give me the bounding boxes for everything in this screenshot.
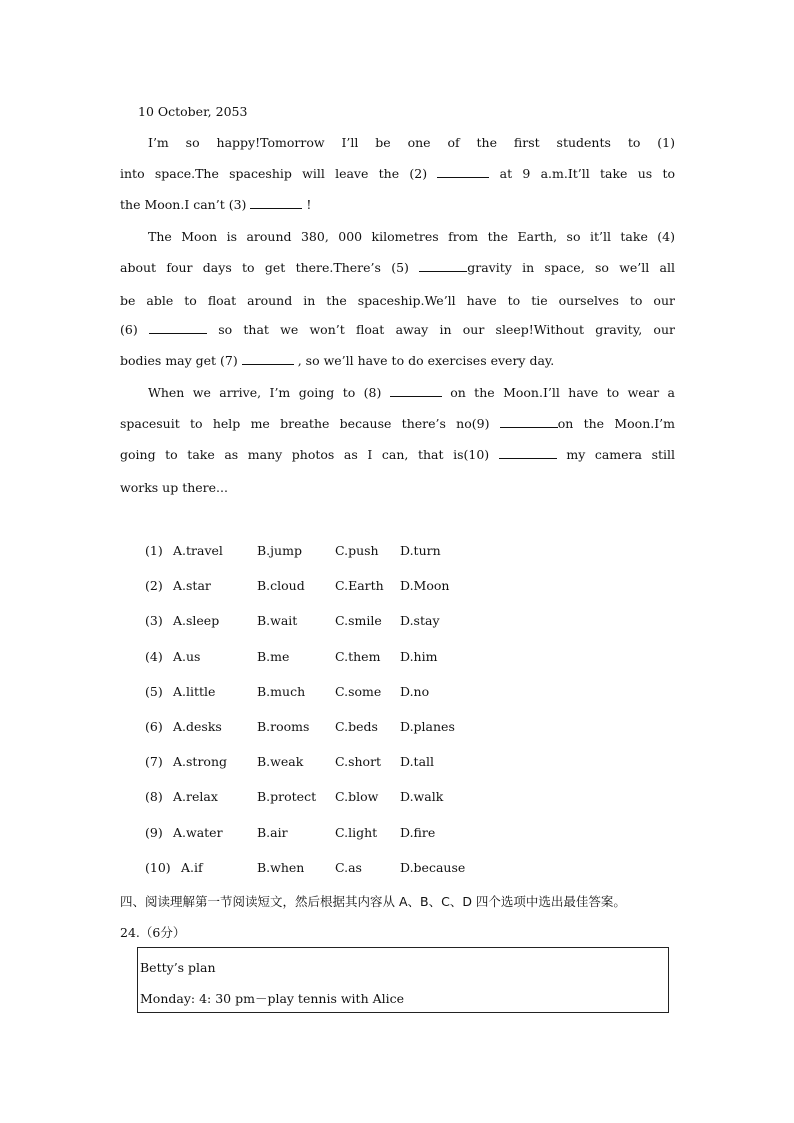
option-a: A.travel — [173, 543, 223, 558]
option-b: B.cloud — [257, 578, 305, 594]
option-c: C.blow — [335, 789, 379, 805]
option-a: A.star — [173, 578, 211, 594]
passage-line-1: I’m so happy!Tomorrow I’ll be one of the first students to (1) — [148, 135, 675, 150]
option-b: B.rooms — [257, 719, 310, 734]
option-b: B.protect — [257, 789, 317, 805]
plan-title: Betty’s plan — [140, 960, 216, 975]
option-b: B.me — [257, 648, 290, 664]
passage-line-10: spacesuit to help me breathe because there’s no(9) on the Moon.I’m — [120, 416, 675, 431]
option-c: C.push — [335, 543, 379, 558]
option-b: B.air — [257, 824, 288, 840]
option-a: A.strong — [173, 754, 227, 770]
option-d: D.no — [400, 683, 430, 699]
option-c: C.light — [335, 824, 378, 840]
blank-7 — [242, 353, 294, 365]
question-label: (5) — [145, 683, 163, 699]
option-a: A.water — [173, 824, 223, 840]
question-label: (1) — [145, 543, 163, 558]
option-d: D.turn — [400, 543, 441, 558]
option-a: A.if — [181, 859, 203, 875]
blank-2 — [437, 166, 489, 178]
question-label: (4) — [145, 648, 163, 664]
question-label: (10) — [145, 859, 171, 875]
option-d: D.walk — [400, 789, 444, 805]
blank-3 — [250, 197, 302, 209]
blank-5 — [419, 260, 467, 272]
option-b: B.jump — [257, 543, 302, 558]
passage-line-4: The Moon is around 380, 000 kilometres from the Earth, so it’ll take (4) — [148, 229, 675, 244]
passage-line-12: works up there... — [120, 480, 228, 495]
question-label: (2) — [145, 578, 163, 594]
option-b: B.much — [257, 683, 306, 699]
option-d: D.stay — [400, 613, 440, 629]
blank-6 — [149, 322, 207, 334]
section-heading: 四、阅读理解第一节阅读短文，然后根据其内容从 A、B、C、D 四个选项中选出最佳答案。 — [120, 894, 626, 909]
option-b: B.when — [257, 859, 305, 875]
option-c: C.some — [335, 683, 382, 699]
option-d: D.Moon — [400, 578, 450, 594]
option-a: A.us — [173, 648, 201, 664]
question-number: 24.（6分） — [120, 925, 186, 940]
passage-line-9: When we arrive, I’m going to (8) on the Moon.I’ll have to wear a — [148, 385, 675, 400]
option-c: C.beds — [335, 719, 378, 734]
option-c: C.Earth — [335, 578, 384, 594]
passage-line-2: into space.The spaceship will leave the (2) at 9 a.m.It’ll take us to — [120, 166, 675, 181]
question-label: (8) — [145, 789, 163, 805]
option-a: A.little — [173, 683, 216, 699]
option-c: C.as — [335, 859, 362, 875]
option-a: A.sleep — [173, 613, 220, 629]
option-c: C.them — [335, 648, 381, 664]
passage-line-5: about four days to get there.There’s (5) gravity in space, so we’ll all — [120, 260, 675, 275]
passage-line-6: be able to float around in the spaceship.We’ll have to tie ourselves to our — [120, 293, 675, 308]
question-label: (9) — [145, 824, 163, 840]
option-d: D.him — [400, 648, 438, 664]
plan-box — [137, 947, 669, 1013]
option-d: D.because — [400, 859, 466, 875]
passage-line-3: the Moon.I can’t (3) ! — [120, 197, 312, 212]
question-label: (3) — [145, 613, 163, 629]
blank-10 — [499, 447, 557, 459]
option-d: D.planes — [400, 719, 455, 734]
passage-line-11: going to take as many photos as I can, that is(10) my camera still — [120, 447, 676, 462]
blank-8 — [390, 385, 442, 397]
passage-line-7: (6) so that we won’t float away in our sleep!Without gravity, our — [120, 322, 675, 337]
option-d: D.fire — [400, 824, 436, 840]
option-c: C.short — [335, 754, 382, 770]
letter-date: 10 October, 2053 — [138, 104, 248, 119]
option-a: A.relax — [173, 789, 218, 805]
option-b: B.weak — [257, 754, 304, 770]
passage-line-8: bodies may get (7) , so we’ll have to do exercises every day. — [120, 353, 555, 368]
option-a: A.desks — [173, 719, 222, 734]
option-d: D.tall — [400, 754, 435, 770]
plan-line-monday: Monday: 4: 30 pm－play tennis with Alice — [140, 991, 405, 1006]
question-label: (7) — [145, 754, 163, 770]
option-b: B.wait — [257, 613, 298, 629]
blank-9 — [500, 416, 558, 428]
option-c: C.smile — [335, 613, 382, 629]
question-label: (6) — [145, 719, 163, 734]
